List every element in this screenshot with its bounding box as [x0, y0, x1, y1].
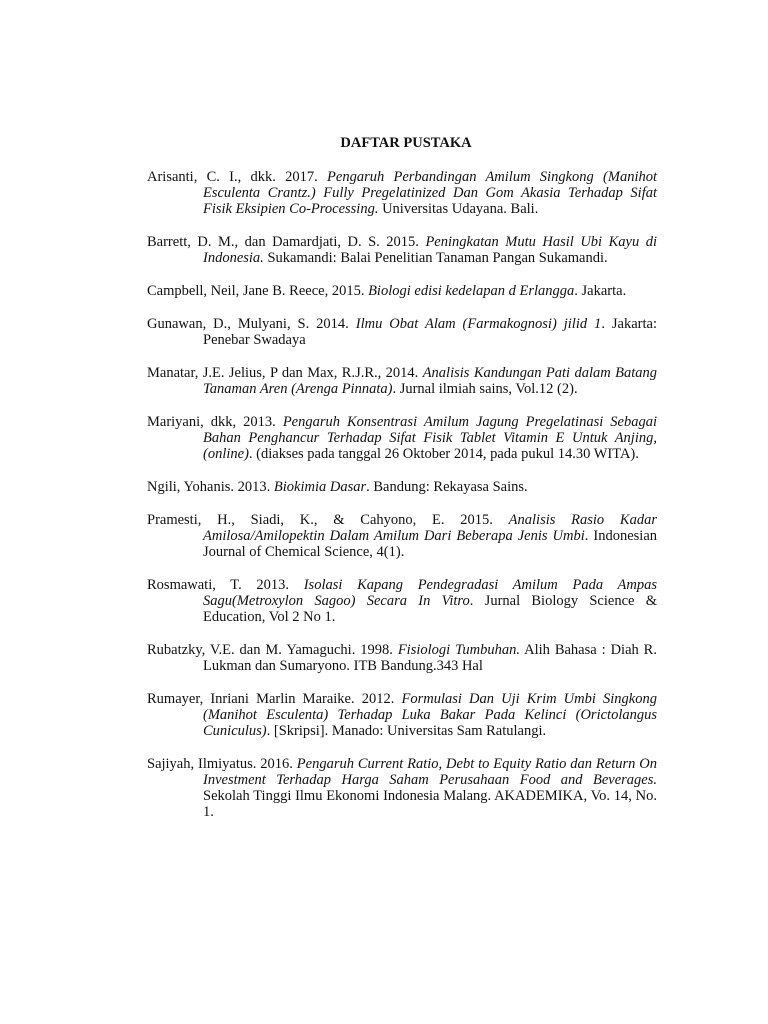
reference-author: Mariyani, dkk, 2013. [147, 414, 283, 430]
reference-entry [147, 479, 657, 495]
reference-author: Pramesti, H., Siadi, K., & Cahyono, E. 2015. [147, 512, 509, 528]
reference-publisher: . Jurnal ilmiah sains, Vol.12 (2). [392, 381, 578, 397]
reference-publisher: . Indonesian Journal of Chemical Science, 4(1). [203, 528, 658, 560]
reference-title: Pengaruh Konsentrasi Amilum Jagung Pregelatinasi Sebagai Bahan Penghancur Terhadap Sifat Fisik Tablet Vitamin E Untuk Anjing, (online) [203, 414, 657, 462]
reference-author: Manatar, J.E. Jelius, P dan Max, R.J.R., 2014. [147, 365, 423, 381]
reference-author: Ngili, Yohanis. 2013. [147, 479, 274, 495]
reference-publisher: . Jakarta: Penebar Swadaya [203, 316, 657, 348]
reference-title: Peningkatan Mutu Hasil Ubi Kayu di Indonesia. [203, 234, 657, 266]
reference-publisher: . Bandung: Rekayasa Sains. [366, 479, 528, 495]
reference-author: Campbell, Neil, Jane B. Reece, 2015. [147, 283, 369, 299]
reference-title: Analisis Rasio Kadar Amilosa/Amilopektin Dalam Amilum Dari Beberapa Jenis Umbi [203, 512, 657, 544]
reference-author: Rosmawati, T. 2013. [147, 577, 304, 593]
reference-entry [147, 642, 657, 674]
reference-title: Formulasi Dan Uji Krim Umbi Singkong (Manihot Esculenta) Terhadap Luka Bakar Pada Kelinci (Orictolangus Cuniculus) [203, 691, 657, 739]
reference-publisher: . (diakses pada tanggal 26 Oktober 2014, pada pukul 14.30 WITA). [248, 446, 639, 462]
reference-author: Gunawan, D., Mulyani, S. 2014. [147, 316, 356, 332]
reference-title: Ilmu Obat Alam (Farmakognosi) jilid 1 [355, 316, 602, 332]
reference-entry [147, 756, 657, 820]
reference-entry [147, 234, 657, 266]
reference-author: Arisanti, C. I., dkk. 2017. [147, 169, 328, 185]
reference-title: Biokimia Dasar [273, 479, 367, 495]
reference-author: Rumayer, Inriani Marlin Maraike. 2012. [147, 691, 402, 707]
reference-author: Barrett, D. M., dan Damardjati, D. S. 2015. [147, 234, 426, 250]
reference-publisher: . Jakarta. [574, 283, 627, 299]
reference-entry [147, 512, 657, 560]
reference-entry [147, 691, 657, 739]
reference-publisher: Sekolah Tinggi Ilmu Ekonomi Indonesia Malang. AKADEMIKA, Vo. 14, No. 1. [203, 788, 657, 820]
reference-entry [147, 316, 657, 348]
reference-publisher: Universitas Udayana. Bali. [378, 201, 539, 217]
reference-title: Biologi edisi kedelapan d Erlangga [368, 283, 575, 299]
reference-publisher: . Jurnal Biology Science & Education, Vol 2 No 1. [203, 593, 657, 625]
reference-title: Pengaruh Current Ratio, Debt to Equity Ratio dan Return On Investment Terhadap Harga Saham Perusahaan Food and Beverages. [203, 756, 658, 788]
reference-entry [147, 577, 657, 625]
reference-entry [147, 169, 657, 217]
reference-title: Analisis Kandungan Pati dalam Batang Tanaman Aren (Arenga Pinnata) [203, 365, 657, 397]
reference-publisher: Sukamandi: Balai Penelitian Tanaman Pangan Sukamandi. [263, 250, 608, 266]
reference-title: Pengaruh Perbandingan Amilum Singkong (Manihot Esculenta Crantz.) Fully Pregelatinized Dan Gom Akasia Terhadap Sifat Fisik Eksipien Co-Processing. [203, 169, 657, 217]
reference-publisher: Alih Bahasa : Diah R. Lukman dan Sumaryono. ITB Bandung.343 Hal [203, 642, 657, 674]
reference-title: Fisiologi Tumbuhan. [397, 642, 520, 658]
reference-entry [147, 365, 657, 397]
reference-publisher: . [Skripsi]. Manado: Universitas Sam Ratulangi. [266, 723, 547, 739]
page-title: DAFTAR PUSTAKA [340, 135, 472, 151]
reference-entry [147, 414, 657, 462]
reference-author: Sajiyah, Ilmiyatus. 2016. [147, 756, 297, 772]
reference-title: Isolasi Kapang Pendegradasi Amilum Pada Ampas Sagu(Metroxylon Sagoo) Secara In Vitro [203, 577, 657, 609]
reference-entry [147, 283, 657, 299]
reference-author: Rubatzky, V.E. dan M. Yamaguchi. 1998. [147, 642, 398, 658]
